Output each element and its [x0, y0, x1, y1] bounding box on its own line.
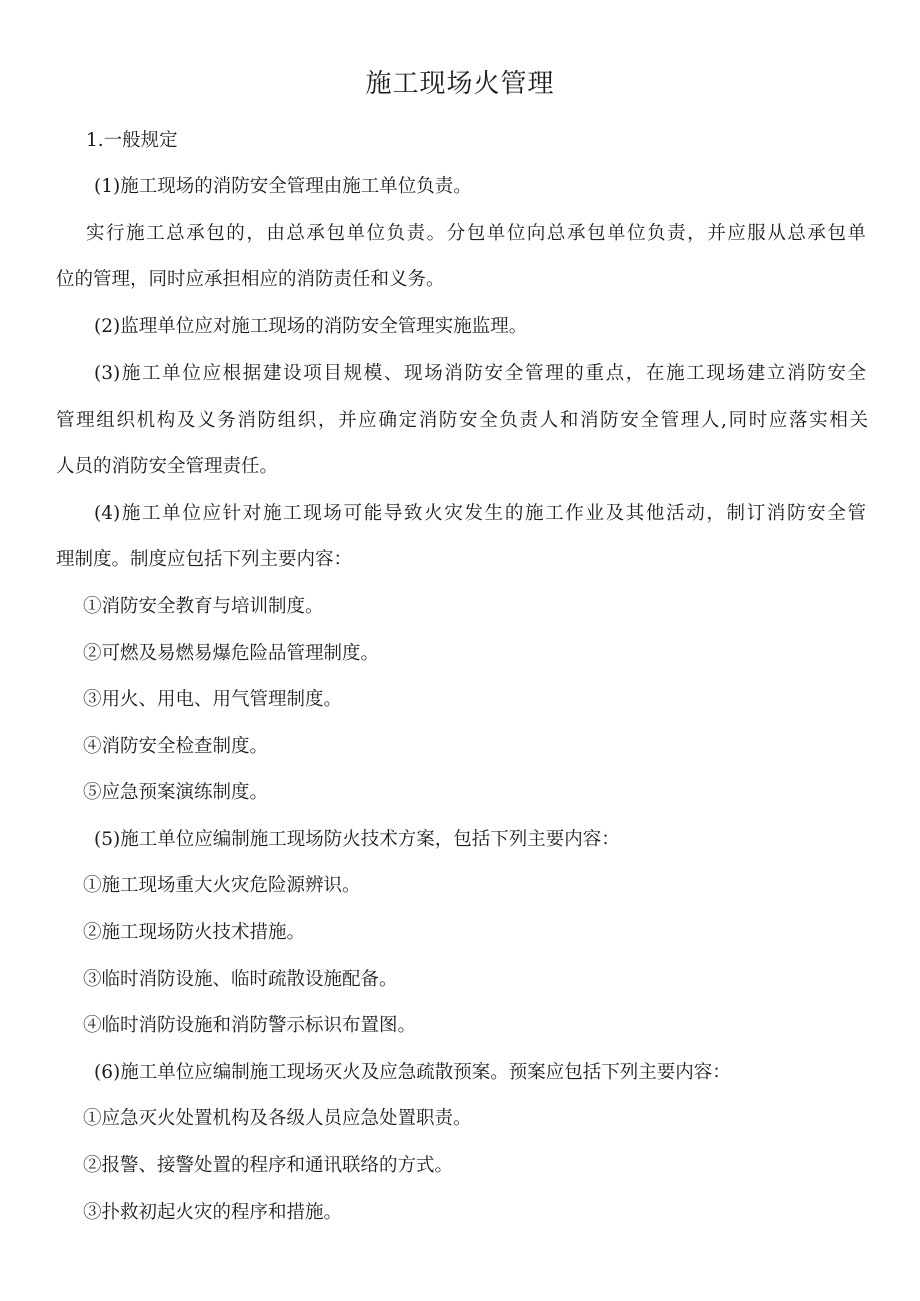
- list-item: ①应急灭火处置机构及各级人员应急处置职责。: [83, 1108, 472, 1129]
- paragraph-line: (5)施工单位应编制施工现场防火技术方案，包括下列主要内容：: [94, 829, 620, 850]
- paragraph-line: 位的管理，同时应承担相应的消防责任和义务。: [56, 269, 445, 290]
- paragraph-line: (2)监理单位应对施工现场的消防安全管理实施监理。: [94, 316, 528, 337]
- list-item: ④消防安全检查制度。: [83, 736, 269, 757]
- paragraph-line: 人员的消防安全管理责任。: [56, 456, 279, 477]
- list-item: ②施工现场防火技术措施。: [83, 922, 306, 943]
- list-item: ③扑救初起火灾的程序和措施。: [83, 1202, 343, 1223]
- list-item: ②报警、接警处置的程序和通讯联络的方式。: [83, 1155, 454, 1176]
- paragraph-line: (6)施工单位应编制施工现场灭火及应急疏散预案。预案应包括下列主要内容：: [94, 1062, 731, 1083]
- list-item: ②可燃及易燃易爆危险品管理制度。: [83, 643, 380, 664]
- list-item: ①施工现场重大火灾危险源辨识。: [83, 875, 361, 896]
- paragraph-line: (3)施工单位应根据建设项目规模、现场消防安全管理的重点，在施工现场建立消防安全: [94, 363, 866, 384]
- list-item: ③临时消防设施、临时疏散设施配备。: [83, 969, 398, 990]
- document-title: 施工现场火管理: [365, 69, 555, 99]
- list-item: ①消防安全教育与培训制度。: [83, 596, 324, 617]
- paragraph-line: (1)施工现场的消防安全管理由施工单位负责。: [94, 176, 472, 197]
- paragraph-line: 理制度。制度应包括下列主要内容：: [56, 549, 353, 570]
- paragraph-line: (4)施工单位应针对施工现场可能导致火灾发生的施工作业及其他活动，制订消防安全管: [94, 503, 866, 524]
- list-item: ⑤应急预案演练制度。: [83, 782, 269, 803]
- list-item: ④临时消防设施和消防警示标识布置图。: [83, 1015, 417, 1036]
- list-item: ③用火、用电、用气管理制度。: [83, 689, 343, 710]
- section-heading: 1.一般规定: [86, 130, 178, 151]
- paragraph-line: 管理组织机构及义务消防组织，并应确定消防安全负责人和消防安全管理人,同时应落实相关: [56, 410, 868, 431]
- paragraph-line: 实行施工总承包的，由总承包单位负责。分包单位向总承包单位负责，并应服从总承包单: [86, 223, 866, 244]
